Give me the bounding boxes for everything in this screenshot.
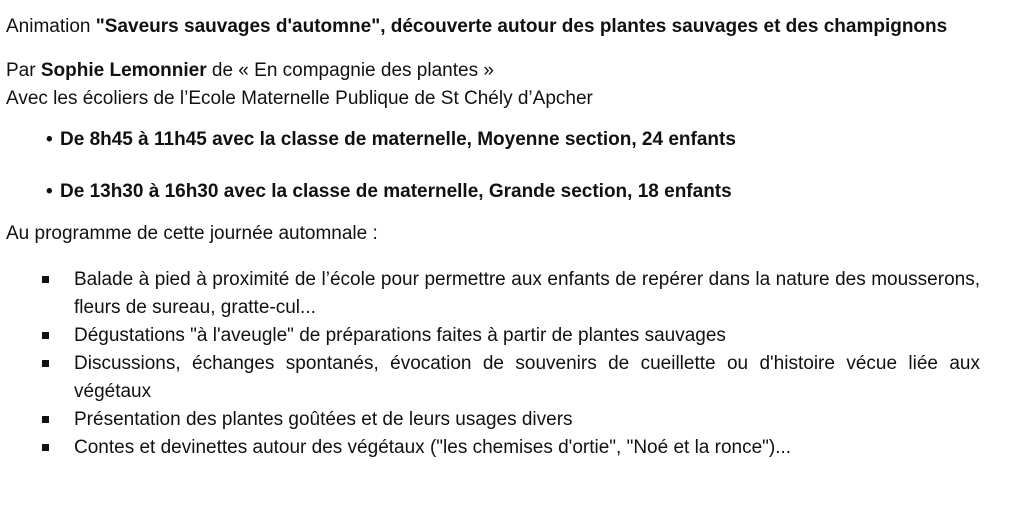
square-bullet-icon (42, 416, 49, 423)
school-line: Avec les écoliers de l’Ecole Maternelle Publique de St Chély d’Apcher (6, 88, 593, 109)
session-item (46, 126, 1013, 154)
byline-prefix: Par (6, 60, 41, 81)
round-bullet-icon: • (46, 129, 53, 150)
program-item (42, 350, 980, 406)
session-text: De 8h45 à 11h45 avec la classe de maternelle, Moyenne section, 24 enfants (60, 129, 736, 150)
round-bullet-icon: • (46, 181, 53, 202)
program-item (42, 406, 980, 434)
square-bullet-icon (42, 276, 49, 283)
program-item (42, 266, 980, 322)
title-prefix: Animation (6, 16, 96, 37)
presenter-name: Sophie Lemonnier (40, 60, 207, 81)
square-bullet-icon (42, 332, 49, 339)
byline (6, 57, 1013, 85)
byline-block (6, 57, 1013, 113)
session-text: De 13h30 à 16h30 avec la classe de maternelle, Grande section, 18 enfants (60, 181, 732, 202)
program-item-text: Balade à pied à proximité de l’école pour permettre aux enfants de repérer dans la nature des mousserons, fleurs de sureau, gratte-cul... (74, 269, 980, 318)
program-item-text: Dégustations "à l'aveugle" de préparations faites à partir de plantes sauvages (74, 325, 726, 346)
program-intro: Au programme de cette journée automnale : (6, 223, 378, 244)
program-item-text: Discussions, échanges spontanés, évocation de souvenirs de cueillette ou d'histoire vécue liée aux végétaux (74, 353, 980, 402)
animation-title (6, 13, 1013, 41)
program-item-text: Présentation des plantes goûtées et de leurs usages divers (74, 409, 573, 430)
byline-suffix: de « En compagnie des plantes » (206, 60, 494, 81)
title-bold-text: "Saveurs sauvages d'automne", découverte autour des plantes sauvages et des champignons (95, 16, 948, 37)
square-bullet-icon (42, 444, 49, 451)
program-item-text: Contes et devinettes autour des végétaux ("les chemises d'ortie", "Noé et la ronce")... (74, 437, 792, 458)
program-list (6, 266, 980, 462)
program-item (42, 434, 980, 462)
square-bullet-icon (42, 360, 49, 367)
session-list (6, 126, 1013, 206)
program-item (42, 322, 980, 350)
session-item (46, 178, 1013, 206)
